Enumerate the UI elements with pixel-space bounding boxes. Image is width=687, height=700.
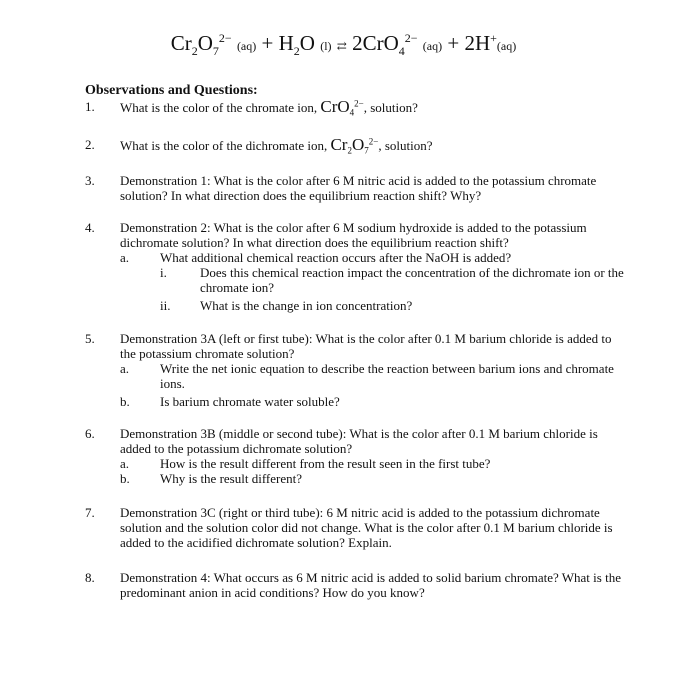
sub-question-text: Is barium chromate water soluble? <box>160 394 340 409</box>
question-number: 3. <box>85 173 95 188</box>
question-text: What is the color of the chromate ion, CrO$_4^{2-}$, solution? <box>120 97 418 118</box>
sub-question-label: a. <box>120 361 130 376</box>
sub-question-label: a. <box>120 250 130 265</box>
question-number: 5. <box>85 331 95 346</box>
sub-question-text: Why is the result different? <box>160 471 302 486</box>
question-7 <box>85 505 625 550</box>
sub-question-b <box>120 471 625 486</box>
question-2 <box>85 135 625 156</box>
sub-question-label: b. <box>120 471 130 486</box>
question-number: 8. <box>85 570 95 585</box>
question-5 <box>85 331 625 409</box>
section-heading: Observations and Questions: <box>85 83 258 98</box>
equilibrium-arrow: ⇄ <box>336 39 347 53</box>
question-text: Demonstration 2: What is the color after 6 M sodium hydroxide is added to the potassium dichromate solution? In what direction does the equilibrium reaction shift? <box>120 220 587 250</box>
question-text: Demonstration 3A (left or first tube): What is the color after 0.1 M barium chloride is added to the potassium chromate solution? <box>120 331 612 361</box>
sub-question-ii <box>160 298 625 313</box>
question-3 <box>85 173 625 203</box>
question-text: Demonstration 4: What occurs as 6 M nitric acid is added to solid barium chromate? What is the predominant anion in acid conditions? How do you know? <box>120 570 621 600</box>
question-number: 1. <box>85 99 95 114</box>
question-number: 6. <box>85 426 95 441</box>
question-6 <box>85 426 625 486</box>
sub-question-i <box>160 265 625 295</box>
sub-question-label: b. <box>120 394 130 409</box>
sub-question-text: How is the result different from the result seen in the first tube? <box>160 456 491 471</box>
sub-question-a <box>120 456 625 471</box>
sub-question-label: a. <box>120 456 130 471</box>
sub-question-text: What is the change in ion concentration? <box>200 298 413 313</box>
equilibrium-equation: $Cr_2O_7^{2-}$ $(aq) + H_2O$ (l) ⇄ 2CrO$_4^{2-}$ (aq) + 2H+(aq) <box>170 31 517 59</box>
sub-question-label: i. <box>160 265 167 280</box>
sub-question-text: What additional chemical reaction occurs after the NaOH is added? <box>160 250 512 265</box>
sub-question-label: ii. <box>160 298 171 313</box>
question-8 <box>85 570 625 600</box>
question-number: 7. <box>85 505 95 520</box>
question-text: Demonstration 1: What is the color after 6 M nitric acid is added to the potassium chromate solution? In what direction does the equilibrium reaction shift? Why? <box>120 173 597 203</box>
question-number: 4. <box>85 220 95 235</box>
question-text: What is the color of the dichromate ion, $Cr_2O_7^{2-}$, solution? <box>120 135 433 156</box>
sub-question-b <box>120 394 625 409</box>
sub-question-text: Write the net ionic equation to describe the reaction between barium ions and chromate ions. <box>160 361 614 391</box>
question-1 <box>85 97 625 118</box>
question-text: Demonstration 3B (middle or second tube): What is the color after 0.1 M barium chloride is added to the potassium dichromate solution? <box>120 426 598 456</box>
sub-question-a <box>120 361 625 391</box>
sub-question-text: Does this chemical reaction impact the concentration of the dichromate ion or the chromate ion? <box>200 265 624 295</box>
question-4 <box>85 220 625 313</box>
question-text: Demonstration 3C (right or third tube): 6 M nitric acid is added to the potassium dichromate solution and the solution color did not change. What is the color after 0.1 M barium chloride is added to the acidified dichromate solution? Explain. <box>120 505 613 550</box>
question-number: 2. <box>85 137 95 152</box>
sub-question-a <box>120 250 625 265</box>
